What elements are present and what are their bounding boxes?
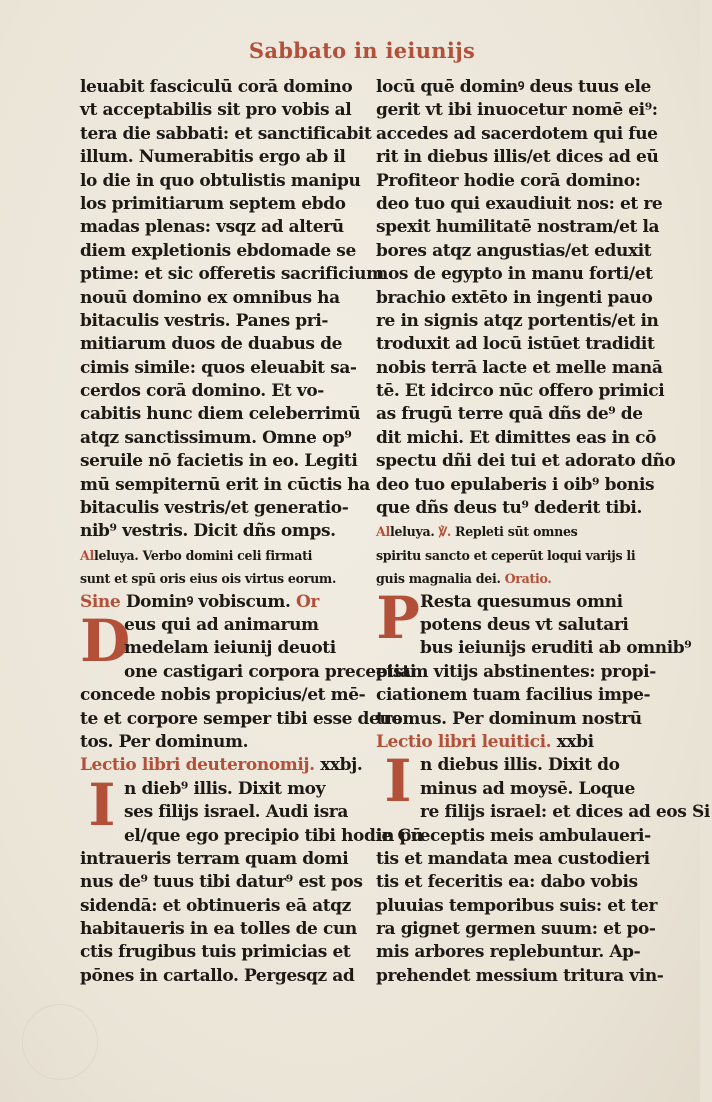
text-line: tis et feceritis ea: dabo vobis — [376, 872, 638, 893]
text-line: deo tuo epulaberis i oib⁹ bonis — [376, 474, 655, 495]
text-line: diem expletionis ebdomade se — [80, 240, 356, 261]
text-line: los primitiarum septem ebdo — [80, 193, 346, 214]
text-line: Profiteor hodie corā domino: — [376, 170, 641, 191]
drop-capital: I — [88, 770, 116, 839]
text-line: gerit vt ibi inuocetur nomē ei⁹: — [376, 100, 658, 121]
text-line: habitaueris in ea tolles de cun — [80, 919, 357, 940]
text-line: cerdos corā domino. Et vo- — [80, 381, 324, 402]
text-line: nus de⁹ tuus tibi datur⁹ est pos — [80, 872, 363, 893]
text-line: ctis frugibus tuis primicias et — [80, 942, 351, 963]
library-stamp — [22, 1004, 98, 1080]
text-line: bitaculis vestris/et generatio- — [80, 498, 349, 519]
text-line: potens deus vt salutari — [420, 614, 629, 635]
text-line: leuabit fasciculū corā domino — [80, 77, 353, 97]
text-line: mū sempiternū erit in cūctis ha — [80, 474, 370, 495]
text-line: re in signis atqz portentis/et in — [376, 310, 659, 331]
text-line: brachio extēto in ingenti pauo — [376, 287, 653, 308]
text-line: nobis terrā lacte et melle manā — [376, 357, 663, 378]
text-line: ptime: et sic offeretis sacrificium — [80, 264, 384, 285]
text-line: bitaculis vestris. Panes pri- — [80, 310, 329, 331]
text-line: el/que ego precipio tibi hodie Cū — [124, 825, 423, 846]
text-line: concede nobis propicius/et mē- — [80, 685, 366, 706]
text-line: medelam ieiunij deuoti — [124, 638, 336, 659]
text-line: ciationem tuam facilius impe- — [376, 685, 651, 706]
text-line: tis et mandata mea custodieri — [376, 848, 650, 869]
text-line: seruile nō facietis in eo. Legiti — [80, 451, 358, 472]
text-line: deo tuo qui exaudiuit nos: et re — [376, 193, 663, 214]
text-line: tremus. Per dominum nostrū — [376, 708, 642, 729]
text-line: mis arbores replebuntur. Ap- — [376, 942, 641, 963]
text-line: troduxit ad locū istūet tradidit — [376, 334, 655, 355]
text-line: n diebus illis. Dixit do — [420, 755, 620, 776]
text-line: nos de egypto in manu forti/et — [376, 264, 653, 285]
text-line: tē. Et idcirco nūc offero primici — [376, 381, 665, 402]
text-line: atqz sanctissimum. Omne op⁹ — [80, 427, 352, 448]
text-line: bus ieiunijs eruditi ab omnib⁹ — [420, 638, 692, 659]
text-line: tera die sabbati: et sanctificabit — [80, 123, 372, 144]
drop-capital: D — [80, 606, 131, 675]
text-line: sidendā: et obtinueris eā atqz — [80, 895, 351, 916]
text-line: Lectio libri deuteronomij. xxbj. — [80, 755, 363, 776]
text-line: intraueris terram quam domi — [80, 848, 349, 869]
text-line: mitiarum duos de duabus de — [80, 334, 342, 355]
text-line: illum. Numerabitis ergo ab il — [80, 147, 346, 168]
text-line: Resta quesumus omni — [420, 591, 623, 612]
text-line: nouū domino ex omnibus ha — [80, 287, 340, 308]
text-line: que dñs deus tu⁹ dederit tibi. — [376, 498, 643, 519]
text-line: spiritu sancto et ceperūt loqui varijs li — [376, 547, 636, 563]
text-line: Lectio libri leuitici. xxbi — [376, 731, 594, 752]
text-line: sunt et spū oris eius ois virtus eorum. — [80, 571, 337, 587]
text-line: vt acceptabilis sit pro vobis al — [80, 100, 352, 121]
text-line: nib⁹ vestris. Dicit dñs omps. — [80, 521, 336, 542]
text-line: te et corpore semper tibi esse deuo — [80, 708, 403, 729]
text-line: Alleluya. Verbo domini celi firmati — [80, 547, 313, 563]
text-line: eus qui ad animarum — [124, 614, 319, 635]
drop-capital: I — [384, 747, 412, 816]
text-line: accedes ad sacerdotem qui fue — [376, 123, 658, 144]
text-line: pluuias temporibus suis: et ter — [376, 895, 658, 916]
text-line: tos. Per dominum. — [80, 731, 249, 752]
left-column — [80, 76, 423, 1010]
text-line: cabitis hunc diem celeberrimū — [80, 404, 361, 425]
text-line: re filijs israel: et dices ad eos Si — [420, 802, 710, 823]
text-line: Alleluya. ℣. Repleti sūt omnes — [376, 524, 578, 540]
text-line: ra gignet germen suum: et po- — [376, 919, 656, 940]
text-line: n dieb⁹ illis. Dixit moy — [124, 778, 326, 799]
text-line: lo die in quo obtulistis manipu — [80, 170, 361, 191]
text-line: minus ad moysē. Loque — [420, 778, 635, 799]
running-head: Sabbato in ieiunijs — [248, 38, 476, 63]
text-line: cimis simile: quos eleuabit sa- — [80, 357, 357, 378]
text-line: in preceptis meis ambulaueri- — [376, 825, 651, 846]
text-line: Sine Dominꝰ vobiscum. Or — [80, 591, 319, 612]
text-line: spectu dñi dei tui et adorato dño — [376, 451, 676, 472]
text-line: madas plenas: vsqz ad alterū — [80, 217, 344, 238]
text-line: locū quē dominꝰ deus tuus ele — [376, 77, 651, 97]
right-column — [376, 76, 710, 1010]
text-line: ses filijs israel. Audi isra — [124, 802, 348, 823]
text-line: pōnes in cartallo. Pergesqz ad — [80, 965, 355, 986]
text-line: guis magnalia dei. Oratio. — [376, 571, 552, 587]
text-line: prehendet messium tritura vin- — [376, 965, 664, 986]
text-line: etiam vitijs abstinentes: propi- — [376, 661, 656, 682]
drop-capital: P — [376, 583, 420, 652]
text-line: spexit humilitatē nostram/et la — [376, 217, 660, 238]
text-line: dit michi. Et dimittes eas in cō — [376, 427, 657, 448]
text-line: bores atqz angustias/et eduxit — [376, 240, 652, 261]
text-line: as frugū terre quā dñs de⁹ de — [376, 404, 643, 425]
text-line: rit in diebus illis/et dices ad eū — [376, 147, 659, 168]
text-line: one castigari corpora precepisti — [124, 661, 416, 682]
